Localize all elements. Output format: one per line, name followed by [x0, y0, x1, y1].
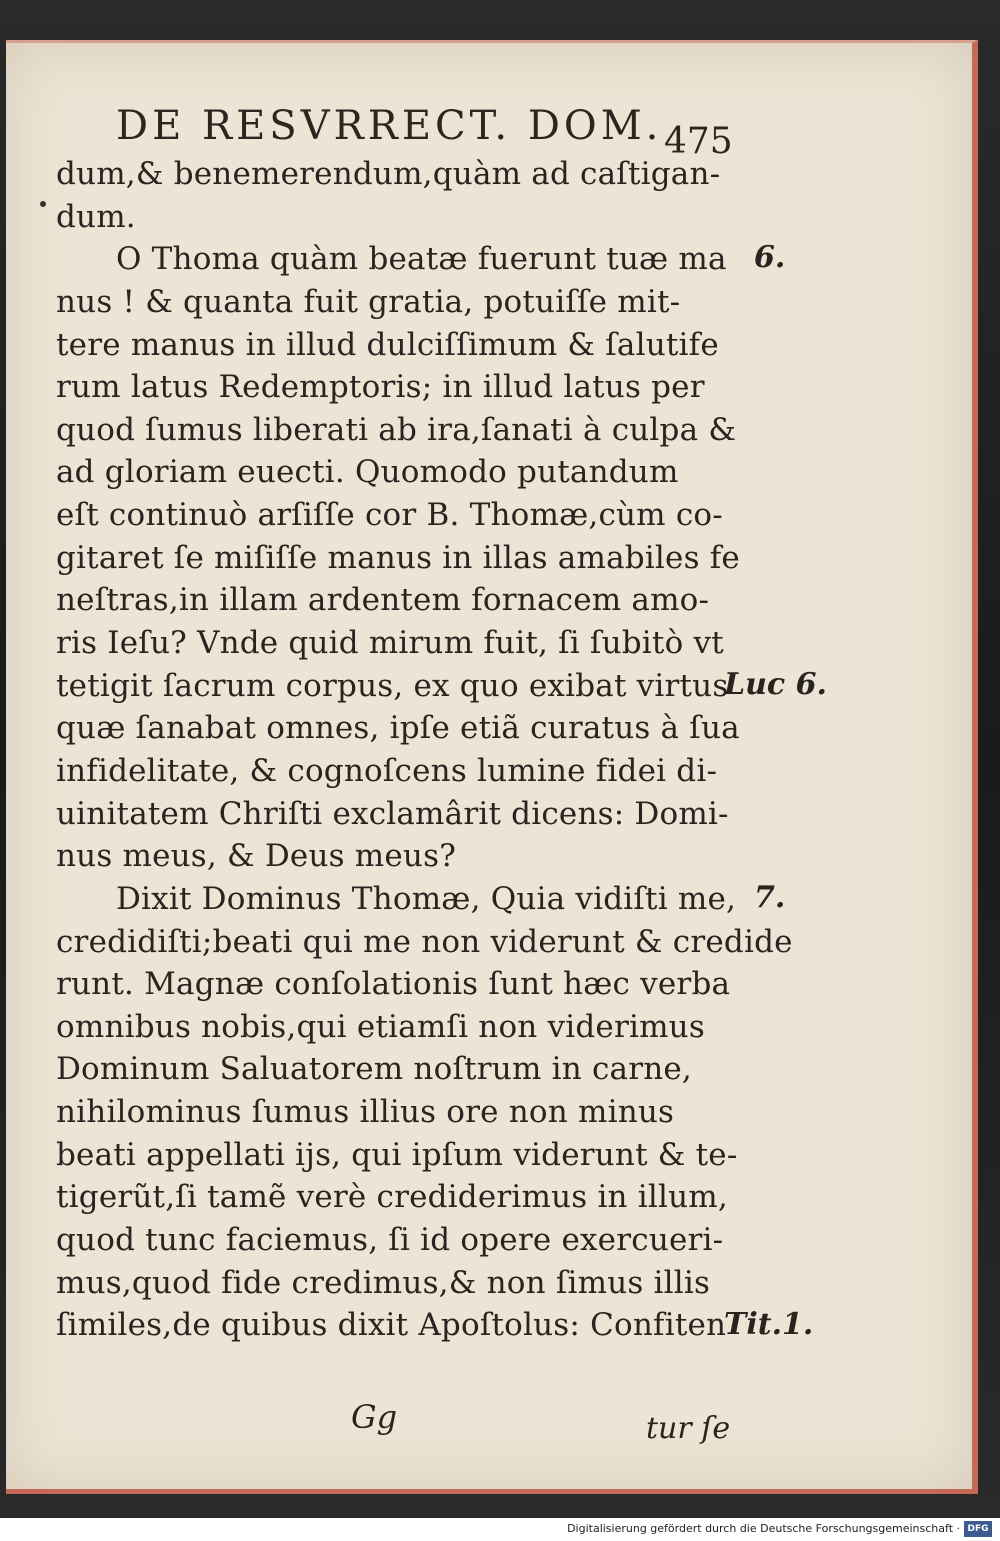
- text-line: quæ ſanabat omnes, ipſe etiã curatus à ſua: [56, 710, 740, 747]
- text-line: runt. Magnæ conſolationis ſunt hæc verba: [56, 966, 731, 1003]
- text-line: mus,quod fide credimus,& non ſimus illis: [56, 1264, 711, 1301]
- catchword: tur ſe: [646, 1411, 731, 1446]
- book-page: [6, 40, 978, 1494]
- running-head: DE RESVRRECT. DOM.: [116, 103, 663, 149]
- text-line: beati appellati ijs, qui ipſum viderunt & te-: [56, 1136, 738, 1173]
- text-line: dum,& benemerendum,quàm ad caſtigan-: [56, 156, 721, 192]
- margin-note: Luc 6.: [724, 666, 827, 702]
- margin-note: Tit.1.: [724, 1306, 814, 1342]
- text-line: Dominum Saluatorem noſtrum in carne,: [56, 1051, 692, 1088]
- margin-note: 6.: [754, 240, 786, 276]
- text-line: ſimiles,de quibus dixit Apoſtolus: Confiten: [56, 1307, 727, 1344]
- text-line: nus meus, & Deus meus?: [56, 838, 457, 875]
- margin-note: 7.: [754, 880, 786, 916]
- text-line: tere manus in illud dulciſſimum & ſalutife: [56, 326, 719, 363]
- text-line: nus ! & quanta fuit gratia, potuiſſe mit-: [56, 283, 681, 320]
- text-line: neſtras,in illam ardentem fornacem amo-: [56, 582, 710, 619]
- text-line: rum latus Redemptoris; in illud latus per: [56, 369, 705, 406]
- text-line: Dixit Dominus Thomæ, Quia vidiſti me,: [116, 880, 737, 917]
- ink-dot: [40, 201, 46, 207]
- text-line: O Thoma quàm beatæ fuerunt tuæ ma: [116, 241, 727, 278]
- text-line: quod ſumus liberati ab ira,ſanati à culpa &: [56, 411, 737, 448]
- text-line: infidelitate, & cognoſcens lumine fidei di-: [56, 752, 718, 789]
- text-line: eſt continuò arſiſſe cor B. Thomæ,cùm co-: [56, 497, 723, 534]
- digitization-credit-bar: [0, 1518, 1000, 1541]
- text-line: gitaret ſe miſiſſe manus in illas amabiles fe: [56, 539, 740, 576]
- text-line: tetigit ſacrum corpus, ex quo exibat virtus: [56, 667, 729, 704]
- signature-mark: Gg: [351, 1398, 398, 1436]
- text-line: uinitatem Chriſti exclamârit dicens: Domi-: [56, 795, 729, 832]
- text-line: ad gloriam euecti. Quomodo putandum: [56, 454, 679, 491]
- credit-text: Digitalisierung gefördert durch die Deutsche Forschungsgemeinschaft ·: [567, 1522, 960, 1535]
- text-line: tigerũt,ſi tamẽ verè crediderimus in illum,: [56, 1179, 728, 1216]
- text-line: credidiſti;beati qui me non viderunt & credide: [56, 923, 793, 960]
- page-number: 475: [664, 121, 733, 162]
- dfg-logo: DFG: [964, 1521, 992, 1537]
- text-line: nihilominus ſumus illius ore non minus: [56, 1094, 675, 1131]
- text-line: quod tunc faciemus, ſi id opere exercueri-: [56, 1222, 724, 1259]
- text-line: dum.: [56, 198, 136, 235]
- text-line: ris Ieſu? Vnde quid mirum fuit, ſi ſubitò vt: [56, 625, 724, 662]
- text-line: omnibus nobis,qui etiamſi non viderimus: [56, 1008, 705, 1045]
